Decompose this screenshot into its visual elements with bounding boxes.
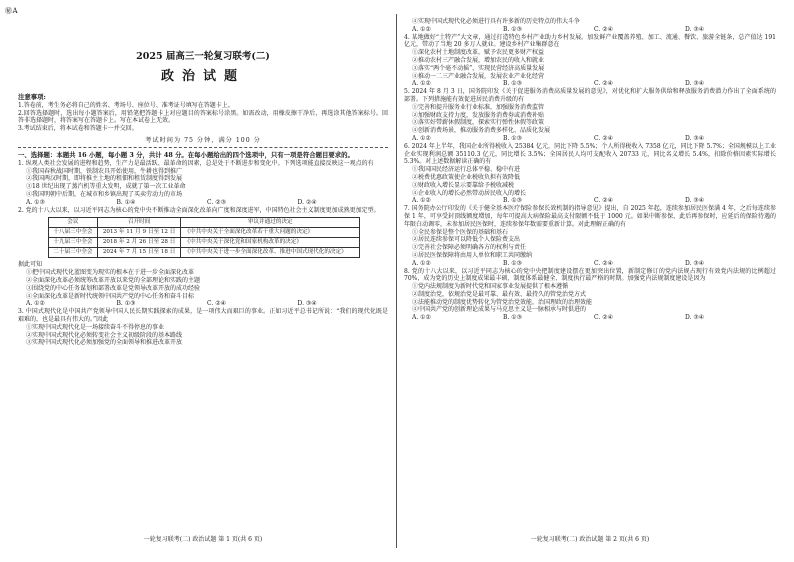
option-a: A. ①② bbox=[412, 25, 431, 33]
question-options bbox=[404, 135, 776, 143]
question-item: ④我国明朝中后期，在城市和乡镇出现了买卖劳动力的市场 bbox=[26, 190, 183, 198]
question-2 bbox=[18, 207, 388, 309]
option-d: D. ③④ bbox=[685, 134, 705, 142]
option-d: D. ③④ bbox=[685, 314, 705, 322]
question-lead: 据此可知 bbox=[18, 261, 43, 269]
table-cell: 2024 年 7 月 15 日至 18 日 bbox=[97, 248, 181, 258]
question-item: ②居民连续参保可以降低个人保险费支出 bbox=[412, 236, 521, 244]
question-item: ①我国国民经济运行总体平稳、稳中有进 bbox=[412, 166, 521, 174]
table-row bbox=[49, 238, 360, 248]
option-d: D. ②④ bbox=[297, 198, 317, 206]
question-item: ④全面深化改革是新时代统领中国共产党的中心任务和奋斗目标 bbox=[26, 292, 195, 300]
question-item: ③落实好带薪休假制度，探索实行弹性休假等政策 bbox=[412, 119, 545, 127]
column-divider bbox=[396, 14, 397, 548]
question-stem: 2. 党的十八大以来，以习近平同志为核心的党中央不断推动全面深化改革向广度和深度进军，中国特色社会主义制度更加成熟更加定型。 bbox=[18, 206, 380, 214]
option-c: C. ②④ bbox=[594, 134, 613, 142]
table-cell: 《中共中央关于全面深化改革若干重大问题的决定》 bbox=[181, 228, 360, 238]
page-footer-right: 一轮复习联考(二) 政治试题 第 2 页(共 6 页) bbox=[530, 536, 650, 543]
question-stem: 4. 某地做好“土特产”大文章，通过打造特色乡村产业助力乡村发展。加发鲜产业覆盖养殖、加工、流通、餐饮、旅游全链条，总产值达 191 亿元，带动了当地 20 多万人就业。建设乡村产业集群意在 bbox=[404, 33, 776, 49]
table-cell: 十九届三中全会 bbox=[49, 238, 98, 248]
question-item: ①党内法规制度为新时代党和国家事业发展提供了根本遵循 bbox=[412, 283, 569, 291]
option-a: A. ①② bbox=[412, 314, 431, 322]
table-cell: 二十届三中全会 bbox=[49, 248, 98, 258]
table-cell: 2013 年 11 月 9 日至 12 日 bbox=[97, 228, 181, 238]
meeting-table bbox=[48, 217, 360, 258]
question-item: ②推动农村三产融合发展，增加农民的收入和就业 bbox=[412, 56, 545, 64]
question-item: ③完善社会保障必须明确各方的权利与责任 bbox=[412, 244, 527, 252]
question-5 bbox=[404, 88, 776, 143]
option-d: D. ③④ bbox=[685, 25, 705, 33]
question-item: ③18 世纪出现了蒸汽机等重大发明，成就了第一次工业革命 bbox=[26, 183, 186, 191]
question-3-continued bbox=[404, 18, 776, 34]
question-item: ②加强财政支持力度，发放服务消费券或消费补贴 bbox=[412, 111, 545, 119]
question-item: ④居民医保保障将由用人单位和职工共同缴纳 bbox=[412, 251, 533, 259]
notice-heading: 注意事项: bbox=[18, 93, 46, 101]
question-item: ②制度治党，依规治党是最可靠、最有效、最持久的管党治党方式 bbox=[412, 290, 587, 298]
question-options bbox=[404, 197, 776, 205]
option-a: A. ①② bbox=[26, 300, 45, 308]
question-item: ③实现中国式现代化必须加强党的全面领导和推进改革开放 bbox=[26, 339, 183, 347]
question-item: ③财政收入增长显示要靠给予税收减税 bbox=[412, 181, 515, 189]
table-cell: 《中共中央关于深化党和国家机构改革的决定》 bbox=[181, 238, 360, 248]
question-item: ①完善和提升服务业行业标准，加强服务消费监管 bbox=[412, 103, 545, 111]
option-c: C. ②③ bbox=[207, 198, 226, 206]
question-8 bbox=[404, 268, 776, 323]
table-cell: 十八届三中全会 bbox=[49, 228, 98, 238]
option-a: A. ①② bbox=[412, 134, 431, 142]
question-4 bbox=[404, 34, 776, 89]
option-d: D. ③④ bbox=[685, 259, 705, 267]
option-d: D. ③④ bbox=[685, 80, 705, 88]
option-b: B. ①③ bbox=[503, 80, 522, 88]
question-stem: 3. 中国式现代化是中国共产党领导中国人民长期实践探索的成果，是一项伟大而艰巨的事业。正如习近平总书记所说：“我们的现代化既是艰难的，也是最具有伟大的。”因此 bbox=[18, 308, 388, 323]
page-badge: ㊙A bbox=[5, 7, 19, 15]
table-header: 召开时间 bbox=[97, 218, 181, 228]
question-item: ①深化农村土地制度改革，赋予农民更多财产权益 bbox=[412, 49, 545, 57]
section-heading: 一、选择题：本题共 16 小题，每小题 3 分，共计 48 分。在每小题给出的四个选项中，只有一项是符合题目要求的。 bbox=[18, 150, 354, 159]
question-item: ①把中国式现代化蓝图变为现实的根本在于进一步全面深化改革 bbox=[26, 269, 195, 277]
notice-block bbox=[18, 94, 388, 144]
table-row bbox=[49, 228, 360, 238]
question-item: ②税费优惠政策使企业税收负担有效降低 bbox=[412, 173, 521, 181]
question-item: ③落实“两个毫不动摇”，实现民营经济高质量发展 bbox=[412, 64, 545, 72]
option-b: B. ①③ bbox=[503, 134, 522, 142]
question-1 bbox=[18, 160, 388, 207]
question-item: ②全面深化改革必须统筹改革开放以来党的全部理论和实践的主题 bbox=[26, 276, 201, 284]
question-7 bbox=[404, 205, 776, 267]
question-stem: 8. 党的十八大以来，以习近平同志为核心的党中央把制度建设摆在更加突出位置，新制定修订的党内法规占现行有效党内法规的比例超过 70%，成为党的历史上制度成果最丰硕、制度体系最健全、制度执行最严格的时期。加强党内法规制度建设是因为 bbox=[404, 267, 776, 283]
option-b: B. ①③ bbox=[503, 314, 522, 322]
table-header-row bbox=[49, 218, 360, 228]
question-item: ④实现中国式现代化必须进行具有许多新的历史特点的伟大斗争 bbox=[412, 18, 581, 25]
question-options bbox=[404, 260, 776, 268]
question-stem: 1. 纵观人类社会发展的进程和趋势，生产力是最活跃、最革命的因素，总是处于不断进步和变化中。下列选项能直接反映这一观点的有 bbox=[18, 159, 374, 167]
question-options bbox=[18, 300, 388, 308]
option-c: C. ②④ bbox=[207, 300, 226, 308]
question-item: ③围绕党的中心任务谋划和部署改革是党领导改革开放的成功经验 bbox=[26, 284, 201, 292]
question-options bbox=[18, 199, 388, 207]
right-column bbox=[404, 18, 776, 322]
notice-item: 2.回答选择题时，选出每小题答案后，用铅笔把答题卡上对应题目的答案标号涂黑。如需改动，用橡皮擦干净后，再选涂其他答案标号。回答非选择题时，将答案写在答题卡上。写在本试卷上无效。 bbox=[18, 109, 388, 125]
table-cell: 《中共中央关于进一步全面深化改革、推进中国式现代化的决定》 bbox=[181, 248, 360, 258]
question-item: ④企业收入的增长必然带动居民收入的增长 bbox=[412, 189, 527, 197]
question-3 bbox=[18, 308, 388, 347]
option-a: A. ①② bbox=[412, 197, 431, 205]
question-options bbox=[404, 80, 776, 88]
option-a: A. ①③ bbox=[26, 198, 45, 206]
option-c: C. ②④ bbox=[594, 25, 613, 33]
table-header: 会议 bbox=[49, 218, 98, 228]
question-item: ③法能推动党的制度优势转化为管党治党效能，治国理政的治理效能 bbox=[412, 298, 593, 306]
question-item: ④中国共产党的创新理论成果与马克思主义是一脉相承与时俱进的 bbox=[412, 306, 587, 314]
option-c: C. ②④ bbox=[594, 314, 613, 322]
left-column bbox=[18, 18, 388, 347]
notice-item: 3.考试结束后，将本试卷和答题卡一并交回。 bbox=[18, 125, 138, 133]
question-options bbox=[404, 26, 776, 34]
option-c: C. ②④ bbox=[594, 80, 613, 88]
exam-time-info: 考试时间为 75 分钟，满分 100 分 bbox=[145, 136, 261, 144]
table-header: 审议并通过的决定 bbox=[181, 218, 360, 228]
option-b: B. ①③ bbox=[503, 197, 522, 205]
option-d: D. ③④ bbox=[685, 197, 705, 205]
question-item: ②实现中国式现代化必须转变社会主义初级阶段的基本路线 bbox=[26, 331, 183, 339]
option-b: B. ①③ bbox=[116, 300, 136, 308]
section-separator bbox=[18, 147, 388, 148]
table-row bbox=[49, 248, 360, 258]
option-b: B. ①④ bbox=[116, 198, 136, 206]
question-options bbox=[404, 314, 776, 322]
option-a: A. ①② bbox=[412, 259, 431, 267]
question-item: ④创新消费场景，推动服务消费多样化、品质化发展 bbox=[412, 127, 551, 135]
option-d: D. ③④ bbox=[297, 300, 317, 308]
question-item: ①全民参保是整个医保的基础和基石 bbox=[412, 228, 509, 236]
notice-item: 1.答卷前，考生务必将自己的姓名、考场号、座位号、准考证号填写在答题卡上。 bbox=[18, 101, 234, 109]
exam-title: 2025 届高三一轮复习联考(二) bbox=[136, 51, 270, 62]
question-stem: 5. 2024 年 8 月 3 日，国务院印发《关于促进服务消费高质量发展的意见》，对优化和扩大服务供给和释放服务消费潜力作出了全面系统的部署。下列措施能有效促进居民消费升级的有 bbox=[404, 88, 776, 103]
exam-subject: 政治试题 bbox=[160, 69, 245, 84]
question-item: ④推动一二三产业融合发展，发展农业产业化经营 bbox=[412, 72, 545, 80]
option-a: A. ①② bbox=[412, 80, 431, 88]
question-6 bbox=[404, 143, 776, 205]
option-b: B. ①③ bbox=[503, 259, 522, 267]
page-footer-left: 一轮复习联考(二) 政治试题 第 1 页(共 6 页) bbox=[143, 536, 263, 543]
question-item: ①我国春秋战国时期，铁制农具开始使用，牛耕也得到推广 bbox=[26, 167, 183, 175]
option-c: C. ②④ bbox=[594, 197, 613, 205]
question-stem: 7. 国务院办公厅印发的《关于健全基本医疗保险参保长效机制的指导意见》提出，自 2025 年起，连续参加居民医保满 4 年，之后每连续参保 1 年，可享受封顶线额度增加，每年可提高大病保险最高支付限额不低于 1000 元。如果中断参保，此后再参保时，应延后的保险待遇的年限白动调零，未参加居民医保时，连续参保年数需要重新计算。对此理解正确的有 bbox=[404, 205, 776, 228]
option-b: B. ①③ bbox=[503, 25, 522, 33]
question-item: ①实现中国式现代化是一场接续奋斗不得停息的事业 bbox=[26, 323, 165, 331]
question-stem: 6. 2024 年上半年，我国企业所得税收入 25384 亿元，同比下降 5.5%；个人所得税收入 7358 亿元，同比下降 5.7%；全国规模以上工业企业实现利润总额 35110.3 亿元，同比增长 3.5%；全国居民人均可支配收入 20733 元，同比名义增长 5.4%，扣除价格因素实际增长 5.3%。对上述数据解读正确的有 bbox=[404, 142, 776, 166]
question-item: ②我国两汉时期，即将推主土地的租佃和租赁制度得到发展 bbox=[26, 175, 183, 183]
table-cell: 2018 年 2 月 26 日至 28 日 bbox=[97, 238, 181, 248]
option-c: C. ②④ bbox=[594, 259, 613, 267]
